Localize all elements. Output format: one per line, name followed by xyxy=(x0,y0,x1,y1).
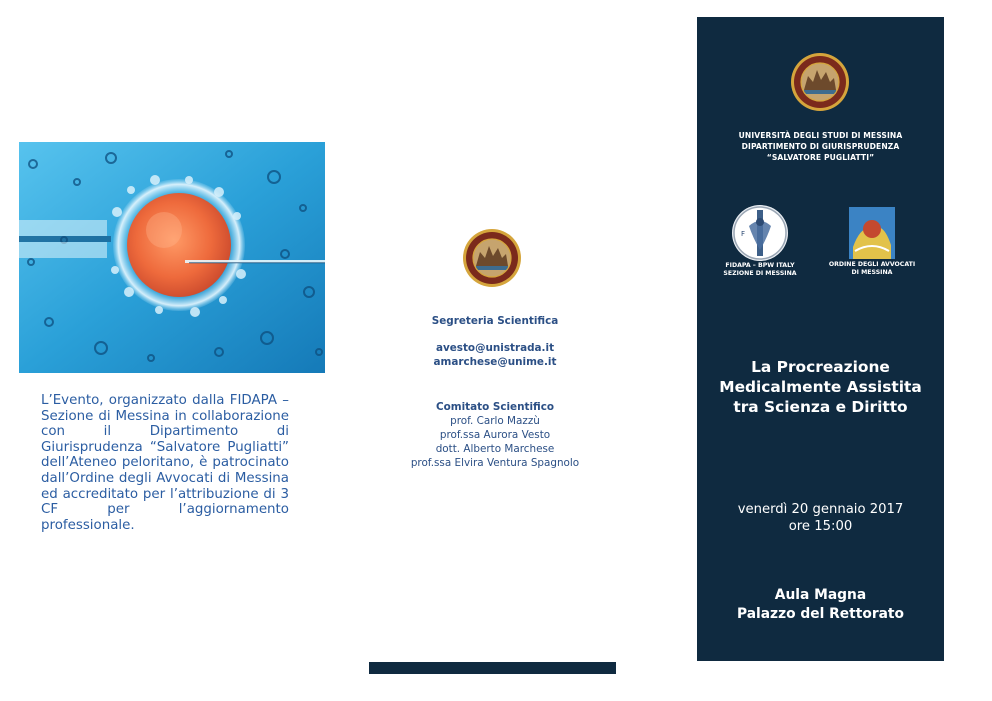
committee-member: prof. Carlo Mazzù xyxy=(450,415,540,427)
event-venue xyxy=(697,586,944,624)
university-line: UNIVERSITÀ DEGLI STUDI DI MESSINA xyxy=(738,131,903,140)
university-seal-icon xyxy=(462,228,522,288)
fidapa-caption-line: SEZIONE DI MESSINA xyxy=(723,270,797,278)
department-line: DIPARTIMENTO DI GIURISPRUDENZA xyxy=(741,142,900,151)
ordine-caption-line: ORDINE DEGLI AVVOCATI xyxy=(828,261,916,268)
committee-member: prof.ssa Elvira Ventura Spagnolo xyxy=(410,457,580,469)
event-title xyxy=(697,357,944,417)
committee-heading: Comitato Scientifico xyxy=(435,401,555,413)
fidapa-logo-icon xyxy=(731,204,789,262)
ivf-photo xyxy=(19,142,325,373)
ordine-caption xyxy=(825,261,919,278)
fidapa-caption-line: FIDAPA – BPW ITALY xyxy=(725,262,795,269)
university-seal-icon xyxy=(790,52,850,112)
event-title-line: tra Scienza e Diritto xyxy=(733,398,908,416)
cover-panel xyxy=(697,17,944,661)
fidapa-caption xyxy=(711,262,809,279)
center-footer-bar xyxy=(369,662,616,674)
email-2[interactable]: amarchese@unime.it xyxy=(433,356,557,368)
event-title-line: La Procreazione xyxy=(751,358,890,376)
event-title-line: Medicalmente Assistita xyxy=(719,378,922,396)
committee-member: prof.ssa Aurora Vesto xyxy=(439,429,551,441)
department-name-line: “SALVATORE PUGLIATTI” xyxy=(766,153,875,162)
ordine-avvocati-logo-icon xyxy=(849,207,895,259)
university-name xyxy=(697,130,944,163)
secretariat-heading: Segreteria Scientifica xyxy=(431,315,559,327)
event-date xyxy=(697,501,944,535)
venue-room: Aula Magna xyxy=(774,587,867,603)
event-time-line: ore 15:00 xyxy=(788,519,853,534)
event-description: L’Evento, organizzato dalla FIDAPA – Sezione di Messina in collaborazione con il Dipartimento di Giurisprudenza “Salvatore Pugliatti” dell’Ateneo peloritano, è patrocinato dall’Ordine degli Avvocati di Messina ed accreditato per l’attribuzione di 3 CF per l’aggiornamento professionale. xyxy=(41,393,289,533)
event-date-line: venerdì 20 gennaio 2017 xyxy=(737,502,904,517)
ordine-caption-line: DI MESSINA xyxy=(851,269,893,277)
committee-member: dott. Alberto Marchese xyxy=(435,443,555,455)
ivf-microscope-image xyxy=(19,142,325,373)
email-1[interactable]: avesto@unistrada.it xyxy=(435,342,555,354)
venue-building: Palazzo del Rettorato xyxy=(736,606,905,622)
svg-text:F: F xyxy=(741,230,746,238)
